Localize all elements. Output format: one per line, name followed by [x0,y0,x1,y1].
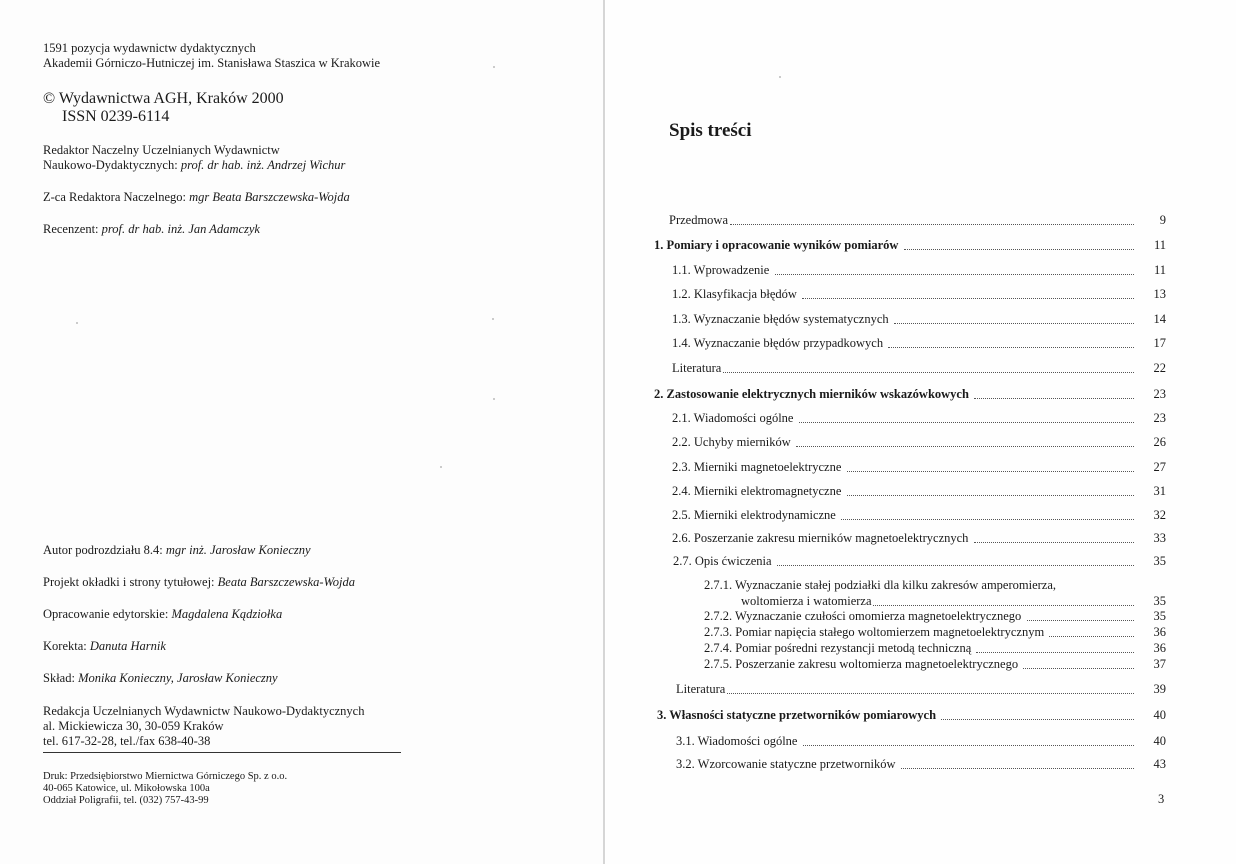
toc-entry-page: 35 [1153,609,1166,623]
toc-entry-page: 35 [1153,594,1166,608]
toc-entry-page: 23 [1153,387,1166,401]
toc-dot-leader [901,768,1134,769]
toc-entry-page: 17 [1153,336,1166,350]
toc-entry-page: 36 [1153,625,1166,639]
toc-title: Spis treści [669,120,752,141]
toc-entry-page: 11 [1153,238,1166,252]
deputy-name: mgr Beata Barszczewska-Wojda [189,190,350,204]
toc-entry-page: 14 [1153,312,1166,326]
toc-dot-leader [841,519,1134,520]
toc-entry-label: 3.1. Wiadomości ogólne [676,734,798,748]
toc-dot-leader [799,422,1134,423]
toc-dot-leader [796,446,1134,447]
toc-entry-page: 9 [1159,213,1166,227]
typesetting-line [43,671,278,686]
toc-dot-leader [802,298,1134,299]
deputy-label: Z-ca Redaktora Naczelnego: [43,190,190,204]
scan-speck [492,318,494,320]
toc-dot-leader [775,274,1134,275]
toc-dot-leader [847,471,1134,472]
toc-entry-label: 2.7.1. Wyznaczanie stałej podziałki dla kilku zakresów amperomierza, [704,578,1057,592]
proofreading-line [43,639,166,654]
toc-dot-leader [974,542,1134,543]
proof-label: Korekta: [43,639,90,653]
toc-entry-label: 2.7.4. Pomiar pośredni rezystancji metodą techniczną [704,641,972,655]
address-line-3: tel. 617-32-28, tel./fax 638-40-38 [43,734,211,748]
editor-label: Naukowo-Dydaktycznych: [43,158,181,172]
toc-entry-page: 23 [1153,411,1166,425]
typeset-label: Skład: [43,671,79,685]
print-line-1: Druk: Przedsiębiorstwo Miernictwa Górniczego Sp. z o.o. [43,771,288,782]
cover-label: Projekt okładki i strony tytułowej: [43,575,218,589]
toc-entry-label: 3.2. Wzorcowanie statyczne przetworników [676,757,896,771]
address-line-1: Redakcja Uczelnianych Wydawnictw Naukowo-Dydaktycznych [43,704,365,718]
toc-dot-leader [1049,636,1134,637]
toc-dot-leader [730,224,1134,225]
toc-entry-label: 1.2. Klasyfikacja błędów [672,287,797,301]
toc-dot-leader [727,693,1134,694]
toc-dot-leader [723,372,1134,373]
editor-name: prof. dr hab. inż. Andrzej Wichur [180,158,346,172]
toc-entry-page: 43 [1153,757,1166,771]
editor-line-1: Redaktor Naczelny Uczelnianych Wydawnictw [43,143,280,157]
series-line-2: Akademii Górniczo-Hutniczej im. Stanisława Staszica w Krakowie [43,56,381,70]
toc-entry-page: 32 [1153,508,1166,522]
toc-entry-label: 3. Własności statyczne przetworników pomiarowych [657,708,937,722]
toc-dot-leader [777,565,1134,566]
author-name: mgr inż. Jarosław Konieczny [165,543,311,557]
toc-dot-leader [1027,620,1134,621]
toc-entry-label: 1.4. Wyznaczanie błędów przypadkowych [672,336,884,350]
toc-entry-page: 40 [1153,734,1166,748]
toc-dot-leader [894,323,1134,324]
toc-entry-label: 2.7.3. Pomiar napięcia stałego woltomierzem magnetoelektrycznym [704,625,1045,639]
toc-entry-page: 11 [1153,263,1166,277]
toc-entry-page: 35 [1153,554,1166,568]
toc-entry-label: 2.7.5. Poszerzanie zakresu woltomierza magnetoelektrycznego [704,657,1019,671]
toc-entry-label: 2.7. Opis ćwiczenia [673,554,772,568]
editor-line-2 [43,158,345,173]
toc-dot-leader [941,719,1134,720]
toc-entry-page: 31 [1153,484,1166,498]
toc-dot-leader [803,745,1134,746]
toc-dot-leader [888,347,1134,348]
author-label: Autor podrozdziału 8.4: [43,543,166,557]
toc-entry-label: 2.4. Mierniki elektromagnetyczne [672,484,842,498]
toc-entry-label: woltomierza i watomierza [741,594,872,608]
page-number: 3 [1158,792,1165,806]
toc-entry-page: 33 [1153,531,1166,545]
cover-name: Beata Barszczewska-Wojda [217,575,356,589]
toc-dot-leader [976,652,1134,653]
scan-speck [76,322,78,324]
cover-line [43,575,355,590]
toc-entry-label: 2.6. Poszerzanie zakresu mierników magnetoelektrycznych [672,531,969,545]
editing-label: Opracowanie edytorskie: [43,607,172,621]
scan-speck [779,76,781,78]
toc-entry-page: 36 [1153,641,1166,655]
toc-entry-label: 1.3. Wyznaczanie błędów systematycznych [672,312,889,326]
toc-entry-label: 2.5. Mierniki elektrodynamiczne [672,508,836,522]
toc-entry-page: 37 [1153,657,1166,671]
toc-entry-label: 2.3. Mierniki magnetoelektryczne [672,460,842,474]
toc-entry-page: 27 [1153,460,1166,474]
proof-name: Danuta Harnik [89,639,166,653]
print-line-2: 40-065 Katowice, ul. Mikołowska 100a [43,783,210,794]
toc-entry-label: Literatura [672,361,722,375]
address-line-2: al. Mickiewicza 30, 30-059 Kraków [43,719,224,733]
divider-rule [43,752,401,753]
series-line-1: 1591 pozycja wydawnictw dydaktycznych [43,41,256,55]
reviewer-line [43,222,260,237]
page-gutter [603,0,605,864]
toc-entry-label: 2. Zastosowanie elektrycznych mierników wskazówkowych [654,387,969,401]
toc-entry-label: 2.1. Wiadomości ogólne [672,411,794,425]
toc-entry-page: 13 [1153,287,1166,301]
toc-entry-label: Literatura [676,682,726,696]
toc-dot-leader [847,495,1134,496]
toc-dot-leader [974,398,1134,399]
deputy-editor-line [43,190,350,205]
author-line [43,543,311,558]
reviewer-name: prof. dr hab. inż. Jan Adamczyk [101,222,260,236]
toc-entry-page: 26 [1153,435,1166,449]
issn-line: ISSN 0239-6114 [62,108,170,125]
copyright-line: © Wydawnictwa AGH, Kraków 2000 [43,90,284,107]
toc-entry-label: 1. Pomiary i opracowanie wyników pomiarów [654,238,899,252]
toc-entry-page: 22 [1153,361,1166,375]
toc-entry-page: 40 [1153,708,1166,722]
scan-speck [440,466,442,468]
scan-speck [493,66,495,68]
editing-name: Magdalena Kądziołka [171,607,283,621]
toc-dot-leader [904,249,1134,250]
reviewer-label: Recenzent: [43,222,102,236]
toc-entry-label: 2.7.2. Wyznaczanie czułości omomierza magnetoelektrycznego [704,609,1022,623]
editing-line [43,607,282,622]
scan-speck [493,398,495,400]
toc-entry-label: Przedmowa [669,213,729,227]
toc-entry-page: 39 [1153,682,1166,696]
toc-entry-label: 2.2. Uchyby mierników [672,435,791,449]
toc-dot-leader [1023,668,1134,669]
toc-entry-label: 1.1. Wprowadzenie [672,263,770,277]
typeset-name: Monika Konieczny, Jarosław Konieczny [78,671,278,685]
print-line-3: Oddział Poligrafii, tel. (032) 757-43-99 [43,795,209,806]
toc-dot-leader [873,605,1134,606]
